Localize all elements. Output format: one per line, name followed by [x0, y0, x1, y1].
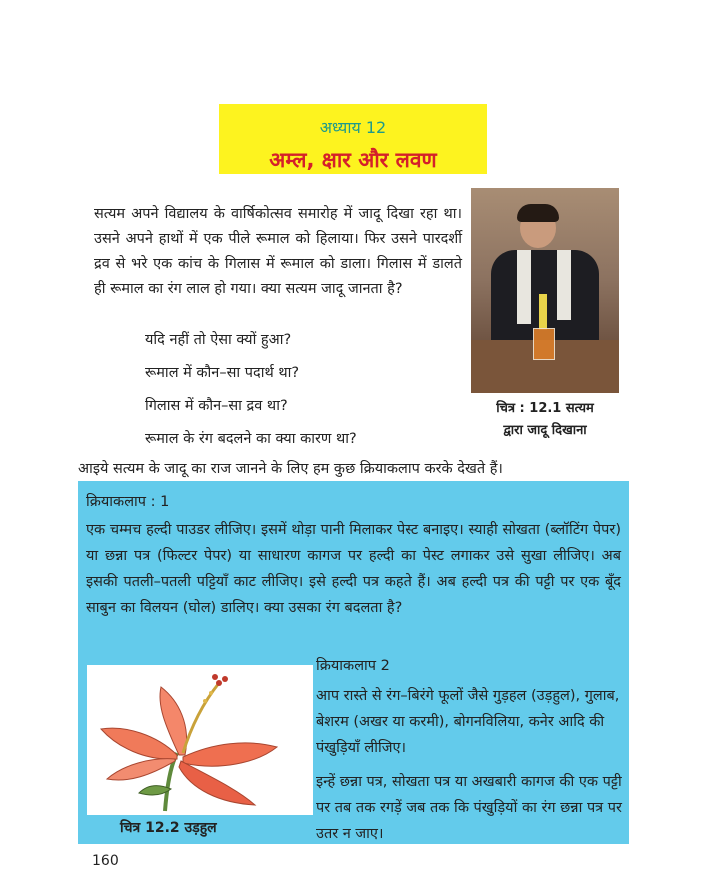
figure-12-1-caption-line2: द्वारा जादू दिखाना: [503, 423, 587, 438]
photo-scarf-right: [557, 250, 571, 320]
activity-2-heading: क्रियाकलाप 2: [316, 658, 390, 674]
activity-2-text: [316, 683, 626, 855]
photo-handkerchief: [539, 294, 547, 330]
activity-1-heading: क्रियाकलाप : 1: [86, 494, 170, 510]
hibiscus-illustration: [87, 665, 313, 815]
chapter-header: [219, 104, 487, 174]
page-number: 160: [92, 853, 119, 869]
lead-text: आइये सत्यम के जादू का राज जानने के लिए हम कुछ क्रियाकलाप करके देखते हैं।: [78, 461, 503, 477]
figure-12-1-caption-line1: चित्र : 12.1 सत्यम: [496, 401, 594, 416]
hibiscus-flower-drawing: [87, 665, 313, 815]
intro-paragraph: सत्यम अपने विद्यालय के वार्षिकोत्सव समारोह में जादू दिखा रहा था। उसने अपने हाथों में एक पीले रूमाल को हिलाया। फिर उसने पारदर्शी द्रव से भरे एक कांच के गिलास में रूमाल को डाला। गिलास में डालते ही रूमाल का रंग लाल हो गया। क्या सत्यम जादू जानता है?: [94, 206, 462, 297]
question-item: रूमाल में कौन–सा पदार्थ था?: [145, 365, 300, 381]
question-list: [145, 324, 357, 456]
activity-1-text: एक चम्मच हल्दी पाउडर लीजिए। इसमें थोड़ा पानी मिलाकर पेस्ट बनाइए। स्याही सोखता (ब्लॉटिंग पेपर) या छन्ना पत्र (फिल्टर पेपर) या साधारण कागज पर हल्दी का पेस्ट लगाकर उसे सुखा लीजिए। अब इसकी पतली–पतली पट्टियाँ काट लीजिए। इसे हल्दी पत्र कहते हैं। अब हल्दी पत्र की पट्टी पर एक बूँद साबुन का विलयन (घोल) डालिए। क्या उसका रंग बदलता है?: [86, 522, 621, 616]
photo-scarf-left: [517, 250, 531, 324]
activity-box: [78, 481, 629, 844]
activity-2-paragraph-2: इन्हें छन्ना पत्र, सोखता पत्र या अखबारी कागज की एक पट्टी पर तब तक रगड़ें जब तक कि पंखुड़ियों का रंग छन्ना पत्र पर उतर न जाए।: [316, 774, 622, 842]
satyam-magic-photo: [471, 188, 619, 393]
figure-12-2-caption: चित्र 12.2 उड़हुल: [120, 820, 217, 836]
question-item: रूमाल के रंग बदलने का क्या कारण था?: [145, 431, 357, 447]
figure-12-1-caption: [471, 398, 619, 442]
photo-glass: [533, 328, 555, 360]
chapter-number: अध्याय 12: [319, 118, 387, 137]
photo-boy-hair: [517, 204, 559, 222]
question-item: गिलास में कौन–सा द्रव था?: [145, 398, 288, 414]
chapter-title: अम्ल, क्षार और लवण: [269, 148, 437, 172]
question-item: यदि नहीं तो ऐसा क्यों हुआ?: [145, 332, 292, 348]
activity-2-paragraph-1: आप रास्ते से रंग–बिरंगे फूलों जैसे गुड़हल (उड़हुल), गुलाब, बेशरम (अखर या करमी), बोगनविलिया, कनेर आदि की पंखुड़ियाँ लीजिए।: [316, 688, 620, 756]
